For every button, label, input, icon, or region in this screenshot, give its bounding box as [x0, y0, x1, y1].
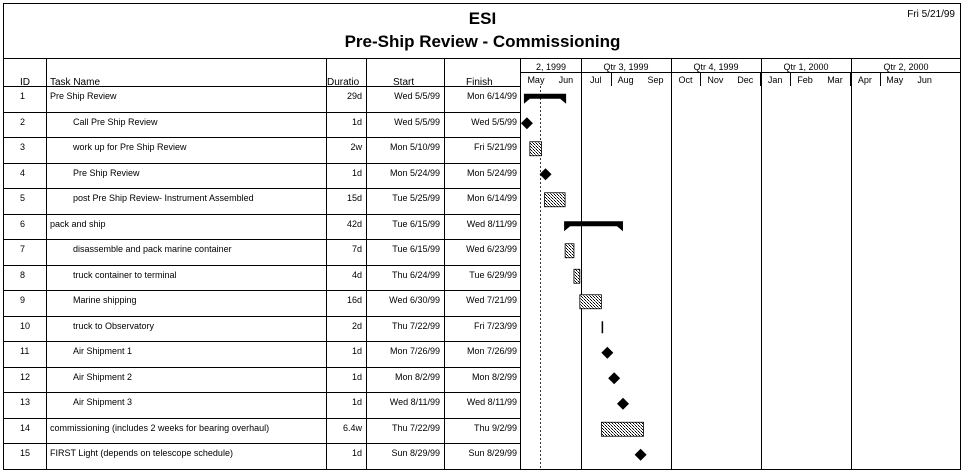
print-date: Fri 5/21/99	[907, 9, 955, 20]
task-name[interactable]: Marine shipping	[73, 295, 137, 305]
month-label: Oct	[678, 75, 693, 85]
task-finish: Wed 8/11/99	[466, 397, 517, 407]
col-header-duration[interactable]: Duratio	[327, 77, 360, 88]
task-duration: 29d	[346, 91, 362, 101]
month-label: Dec	[737, 75, 754, 85]
task-id: 10	[20, 320, 31, 331]
task-duration: 42d	[346, 218, 362, 229]
task-finish: Mon 5/24/99	[466, 167, 517, 178]
quarter-label: Qtr 4, 1999	[693, 62, 739, 72]
task-id: 15	[20, 448, 31, 458]
quarter-label: Qtr 3, 1999	[603, 62, 649, 72]
task-finish: Mon 7/26/99	[466, 346, 517, 356]
task-start: Thu 7/22/99	[391, 422, 440, 433]
task-finish: Wed 6/23/99	[466, 244, 517, 254]
quarter-label: Qtr 2, 2000	[883, 62, 929, 72]
task-id: 4	[20, 167, 26, 178]
task-duration: 1d	[351, 346, 362, 356]
month-label: Jan	[767, 75, 783, 85]
task-name[interactable]: commissioning (includes 2 weeks for bearing overhaul)	[50, 422, 270, 433]
task-id: 11	[20, 346, 30, 356]
task-bar[interactable]	[601, 422, 643, 436]
month-label: Mar	[827, 75, 843, 85]
task-id: 12	[20, 371, 31, 382]
task-duration: 4d	[351, 269, 362, 280]
month-label: May	[886, 75, 904, 85]
task-start: Mon 5/10/99	[389, 142, 440, 152]
month-label: Jul	[589, 75, 602, 85]
task-bar[interactable]	[530, 142, 542, 156]
task-start: Thu 7/22/99	[391, 320, 440, 331]
task-duration: 1d	[351, 448, 362, 458]
quarter-label: Qtr 1, 2000	[783, 62, 829, 72]
task-finish: Thu 9/2/99	[473, 422, 517, 433]
task-duration: 1d	[351, 397, 362, 407]
task-duration: 16d	[346, 295, 362, 305]
task-start: Wed 5/5/99	[394, 116, 440, 127]
task-finish: Wed 8/11/99	[466, 218, 517, 229]
task-name[interactable]: truck container to terminal	[73, 269, 177, 280]
task-name[interactable]: disassemble and pack marine container	[73, 244, 232, 254]
company-title: ESI	[468, 9, 497, 28]
task-duration: 15d	[346, 193, 362, 203]
month-label: Apr	[857, 75, 872, 85]
milestone-marker[interactable]	[635, 449, 647, 461]
task-name[interactable]: Pre Ship Review	[50, 91, 117, 101]
task-name[interactable]: truck to Observatory	[73, 320, 155, 331]
task-bar[interactable]	[545, 193, 566, 207]
task-name[interactable]: Call Pre Ship Review	[73, 116, 158, 127]
task-name[interactable]: Pre Ship Review	[73, 167, 140, 178]
month-label: May	[527, 75, 545, 85]
task-bar[interactable]	[574, 269, 580, 283]
task-id: 13	[20, 397, 31, 407]
task-name[interactable]: pack and ship	[50, 218, 106, 229]
task-finish: Mon 6/14/99	[466, 91, 517, 101]
task-id: 9	[20, 295, 26, 305]
task-duration: 2d	[351, 320, 362, 331]
col-header-start[interactable]: Start	[393, 77, 415, 88]
task-id: 6	[20, 218, 26, 229]
task-start: Wed 6/30/99	[389, 295, 440, 305]
task-finish: Wed 5/5/99	[471, 116, 517, 127]
col-header-finish[interactable]: Finish	[466, 77, 493, 88]
task-start: Mon 7/26/99	[389, 346, 440, 356]
task-id: 8	[20, 269, 26, 280]
task-start: Thu 6/24/99	[391, 269, 440, 280]
task-finish: Tue 6/29/99	[469, 269, 517, 280]
task-finish: Wed 7/21/99	[466, 295, 517, 305]
task-finish: Mon 8/2/99	[471, 371, 517, 382]
task-id: 2	[20, 116, 26, 127]
month-label: Aug	[617, 75, 634, 85]
col-header-task[interactable]: Task Name	[50, 77, 101, 88]
task-duration: 1d	[351, 116, 362, 127]
task-finish: Fri 7/23/99	[473, 320, 517, 331]
task-start: Sun 8/29/99	[391, 448, 440, 458]
task-start: Tue 5/25/99	[392, 193, 440, 203]
report-title: Pre-Ship Review - Commissioning	[344, 32, 621, 51]
task-duration: 1d	[351, 167, 362, 178]
month-label: Feb	[797, 75, 813, 85]
month-label: Jun	[917, 75, 932, 85]
milestone-marker[interactable]	[540, 168, 552, 180]
task-start: Tue 6/15/99	[392, 244, 440, 254]
summary-bar[interactable]	[524, 94, 566, 104]
task-name[interactable]: work up for Pre Ship Review	[73, 142, 187, 152]
task-duration: 6.4w	[342, 422, 362, 433]
month-label: Sep	[647, 75, 664, 85]
task-id: 1	[20, 91, 26, 101]
task-id: 3	[20, 142, 26, 152]
task-name[interactable]: FIRST Light (depends on telescope schedule)	[50, 448, 233, 458]
task-finish: Sun 8/29/99	[468, 448, 517, 458]
month-label: Jun	[558, 75, 574, 85]
task-duration: 2w	[350, 142, 362, 152]
task-name[interactable]: Air Shipment 1	[73, 346, 133, 356]
task-bar[interactable]	[565, 244, 574, 258]
milestone-marker[interactable]	[608, 372, 620, 384]
task-bar[interactable]	[580, 295, 602, 309]
milestone-marker[interactable]	[617, 398, 629, 410]
task-name[interactable]: Air Shipment 3	[73, 397, 133, 407]
task-id: 5	[20, 193, 26, 203]
task-finish: Mon 6/14/99	[466, 193, 517, 203]
summary-bar[interactable]	[564, 221, 623, 231]
quarter-label: 2, 1999	[535, 62, 567, 72]
task-start: Mon 5/24/99	[389, 167, 440, 178]
task-start: Wed 5/5/99	[394, 91, 440, 101]
task-start: Mon 8/2/99	[394, 371, 440, 382]
task-duration: 1d	[351, 371, 362, 382]
task-start: Wed 8/11/99	[389, 397, 440, 407]
task-name[interactable]: Air Shipment 2	[73, 371, 133, 382]
task-name[interactable]: post Pre Ship Review- Instrument Assembled	[73, 193, 254, 203]
milestone-marker[interactable]	[601, 347, 613, 359]
milestone-marker[interactable]	[521, 117, 533, 129]
task-duration: 7d	[351, 244, 362, 254]
col-header-id[interactable]: ID	[20, 77, 30, 88]
task-id: 7	[20, 244, 26, 254]
month-label: Nov	[707, 75, 724, 85]
task-finish: Fri 5/21/99	[473, 142, 517, 152]
task-start: Tue 6/15/99	[392, 218, 440, 229]
task-id: 14	[20, 422, 31, 433]
